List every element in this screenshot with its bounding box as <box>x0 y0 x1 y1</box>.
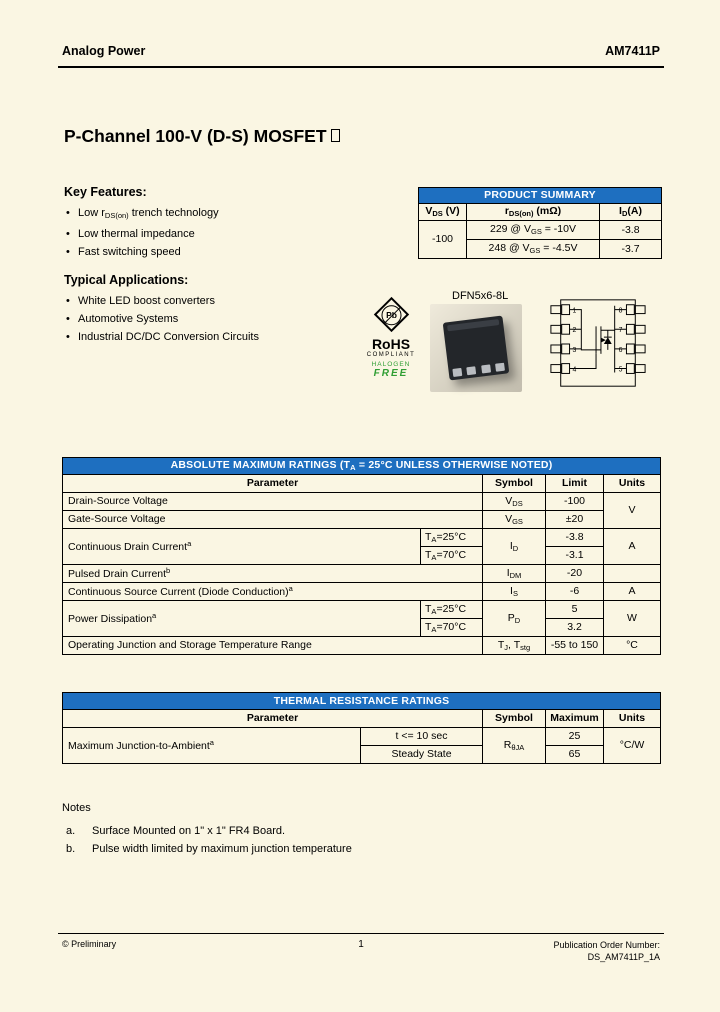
symbol-idm: $I_{DM}$ <box>483 565 546 583</box>
table-row <box>63 693 661 710</box>
symbol-is: $I_S$ <box>483 583 546 601</box>
table-row <box>63 583 661 601</box>
footer-doc-number: DS_AM7411P_1A <box>587 952 660 962</box>
param-pd: Power Dissipation$^a$ <box>63 601 421 637</box>
key-features-heading: Key Features: <box>64 185 147 199</box>
halogen-free-label: FREE <box>373 368 409 379</box>
max-steady-state: 65 <box>546 746 604 764</box>
pb-free-icon <box>373 297 408 332</box>
feature-item <box>64 225 364 243</box>
feature-text: Low $r_{DS(on)}$ trench technology <box>78 207 219 220</box>
thermal-resistance-table <box>62 692 661 764</box>
table-row <box>63 475 661 493</box>
pin-number: 8 <box>618 307 623 315</box>
package-photo <box>430 304 522 392</box>
thermal-col-parameter: Parameter <box>63 710 483 728</box>
footer-page-number: 1 <box>358 939 364 950</box>
limit-pd-70c: 3.2 <box>546 619 604 637</box>
title-text: P-Channel 100-V (D-S) MOSFET <box>64 126 327 146</box>
units-id: A <box>604 529 661 565</box>
symbol-id: $I_D$ <box>483 529 546 565</box>
abs-col-parameter: Parameter <box>63 475 483 493</box>
notes-heading: Notes <box>62 802 91 814</box>
max-10sec: 25 <box>546 728 604 746</box>
table-row <box>419 188 662 204</box>
product-summary-title: PRODUCT SUMMARY <box>419 188 662 204</box>
abs-col-units: Units <box>604 475 661 493</box>
pin-number: 1 <box>572 307 577 315</box>
units-pd: W <box>604 601 661 637</box>
note-b-label: b. <box>66 843 76 855</box>
footer-publication <box>553 939 660 963</box>
application-text: Industrial DC/DC Conversion Circuits <box>78 331 259 343</box>
thermal-col-maximum: Maximum <box>546 710 604 728</box>
param-temp: Operating Junction and Storage Temperature Range <box>63 637 483 655</box>
typical-applications-section <box>64 273 364 346</box>
channel-arrow-icon <box>601 338 606 343</box>
product-summary-table <box>418 187 662 259</box>
header-rule <box>58 66 664 68</box>
ps-col-rds: $r_{DS(on)}$ (mΩ) <box>467 204 600 221</box>
table-row <box>419 204 662 221</box>
abs-col-limit: Limit <box>546 475 604 493</box>
symbol-pd: $P_D$ <box>483 601 546 637</box>
feature-item <box>64 243 364 261</box>
table-row <box>63 511 661 529</box>
rohs-logo <box>362 296 420 379</box>
pin-number: 2 <box>572 327 577 335</box>
application-item <box>64 328 364 346</box>
package-name-label: DFN5x6-8L <box>452 290 509 302</box>
note-a-text: Surface Mounted on 1" x 1" FR4 Board. <box>92 825 286 837</box>
table-row <box>63 710 661 728</box>
table-row <box>63 529 661 547</box>
symbol-vgs: $V_{GS}$ <box>483 511 546 529</box>
table-row <box>63 458 661 475</box>
footer-rule <box>58 933 664 934</box>
table-row <box>63 728 661 746</box>
rohs-compliant-label: COMPLIANT <box>366 352 416 358</box>
application-item <box>64 310 364 328</box>
units-voltage: V <box>604 493 661 529</box>
symbol-vds: $V_{DS}$ <box>483 493 546 511</box>
dfn-chip-image <box>443 316 510 381</box>
ps-col-vds: $V_{DS}$ (V) <box>419 204 467 221</box>
feature-item <box>64 204 364 225</box>
ps-rds-value-1: 229 @ $V_{GS} = -10V$ <box>467 221 600 240</box>
typical-applications-heading: Typical Applications: <box>64 273 189 287</box>
company-name: Analog Power <box>62 44 146 58</box>
notes-section <box>62 802 352 858</box>
cond-id-25c: $T_A=25^\circ C$ <box>421 529 483 547</box>
limit-temp: -55 to 150 <box>546 637 604 655</box>
ps-vds-value: -100 <box>419 221 467 259</box>
chip-pads <box>452 363 505 377</box>
limit-vds: -100 <box>546 493 604 511</box>
pin-number: 7 <box>618 327 623 335</box>
table-row <box>63 601 661 619</box>
note-b-text: Pulse width limited by maximum junction temperature <box>92 843 352 855</box>
pb-text: Pb <box>385 309 397 320</box>
application-item <box>64 292 364 310</box>
pin-number: 6 <box>618 346 623 354</box>
absolute-maximum-ratings-table <box>62 457 661 655</box>
symbol-temp: $T_J$, $T_{stg}$ <box>483 637 546 655</box>
table-row <box>419 221 662 240</box>
cond-pd-25c: $T_A=25^\circ C$ <box>421 601 483 619</box>
cond-id-70c: $T_A=70^\circ C$ <box>421 547 483 565</box>
thermal-title: THERMAL RESISTANCE RATINGS <box>63 693 661 710</box>
pinout-diagram <box>546 296 650 392</box>
param-vds: Drain-Source Voltage <box>63 493 483 511</box>
feature-text: Fast switching speed <box>78 246 181 258</box>
missing-glyph-box <box>331 129 340 142</box>
param-idm: Pulsed Drain Current$^b$ <box>63 565 483 583</box>
units-temp: °C <box>604 637 661 655</box>
limit-pd-25c: 5 <box>546 601 604 619</box>
pin-number: 3 <box>572 346 577 354</box>
limit-id-70c: -3.1 <box>546 547 604 565</box>
body-diode-icon <box>604 337 612 344</box>
ps-col-id: $I_D(A)$ <box>600 204 662 221</box>
cond-pd-70c: $T_A=70^\circ C$ <box>421 619 483 637</box>
part-number: AM7411P <box>605 44 660 58</box>
units-rtheta: °C/W <box>604 728 661 764</box>
cond-steady-state: Steady State <box>361 746 483 764</box>
pb-crossed-icon <box>381 305 401 325</box>
note-a-label: a. <box>66 825 76 837</box>
units-idm <box>604 565 661 583</box>
param-rtheta-ja: Maximum Junction-to-Ambient$^a$ <box>63 728 361 764</box>
limit-idm: -20 <box>546 565 604 583</box>
note-item-a <box>62 822 352 840</box>
table-row <box>63 565 661 583</box>
param-id: Continuous Drain Current$^a$ <box>63 529 421 565</box>
limit-id-25c: -3.8 <box>546 529 604 547</box>
thermal-col-units: Units <box>604 710 661 728</box>
application-text: White LED boost converters <box>78 295 215 307</box>
limit-vgs: ±20 <box>546 511 604 529</box>
key-features-section <box>64 185 364 261</box>
feature-text: Low thermal impedance <box>78 228 195 240</box>
cond-10sec: t <= 10 sec <box>361 728 483 746</box>
symbol-rtheta-ja: $R_{\theta JA}$ <box>483 728 546 764</box>
page-header <box>62 44 660 58</box>
abs-max-title: ABSOLUTE MAXIMUM RATINGS ($T_A = 25^\circ C$ UNLESS OTHERWISE NOTED) <box>63 458 661 475</box>
rohs-label: RoHS <box>371 336 411 352</box>
pin-number: 5 <box>618 366 623 374</box>
application-text: Automotive Systems <box>78 313 179 325</box>
mosfet-symbol <box>570 306 627 373</box>
typical-applications-list <box>64 292 364 346</box>
page-title <box>64 126 340 147</box>
param-vgs: Gate-Source Voltage <box>63 511 483 529</box>
thermal-col-symbol: Symbol <box>483 710 546 728</box>
units-is: A <box>604 583 661 601</box>
table-row <box>63 493 661 511</box>
footer-preliminary: © Preliminary <box>62 939 117 949</box>
ps-id-value-1: -3.8 <box>600 221 662 240</box>
halogen-label: HALOGEN <box>371 361 411 368</box>
pin-number: 4 <box>572 366 577 374</box>
key-features-list <box>64 204 364 261</box>
footer-pub-order-label: Publication Order Number: <box>553 940 660 950</box>
limit-is: -6 <box>546 583 604 601</box>
ps-rds-value-2: 248 @ $V_{GS} = -4.5V$ <box>467 240 600 259</box>
param-is: Continuous Source Current (Diode Conduction)$^a$ <box>63 583 483 601</box>
note-item-b <box>62 840 352 858</box>
abs-col-symbol: Symbol <box>483 475 546 493</box>
table-row <box>63 637 661 655</box>
ps-id-value-2: -3.7 <box>600 240 662 259</box>
